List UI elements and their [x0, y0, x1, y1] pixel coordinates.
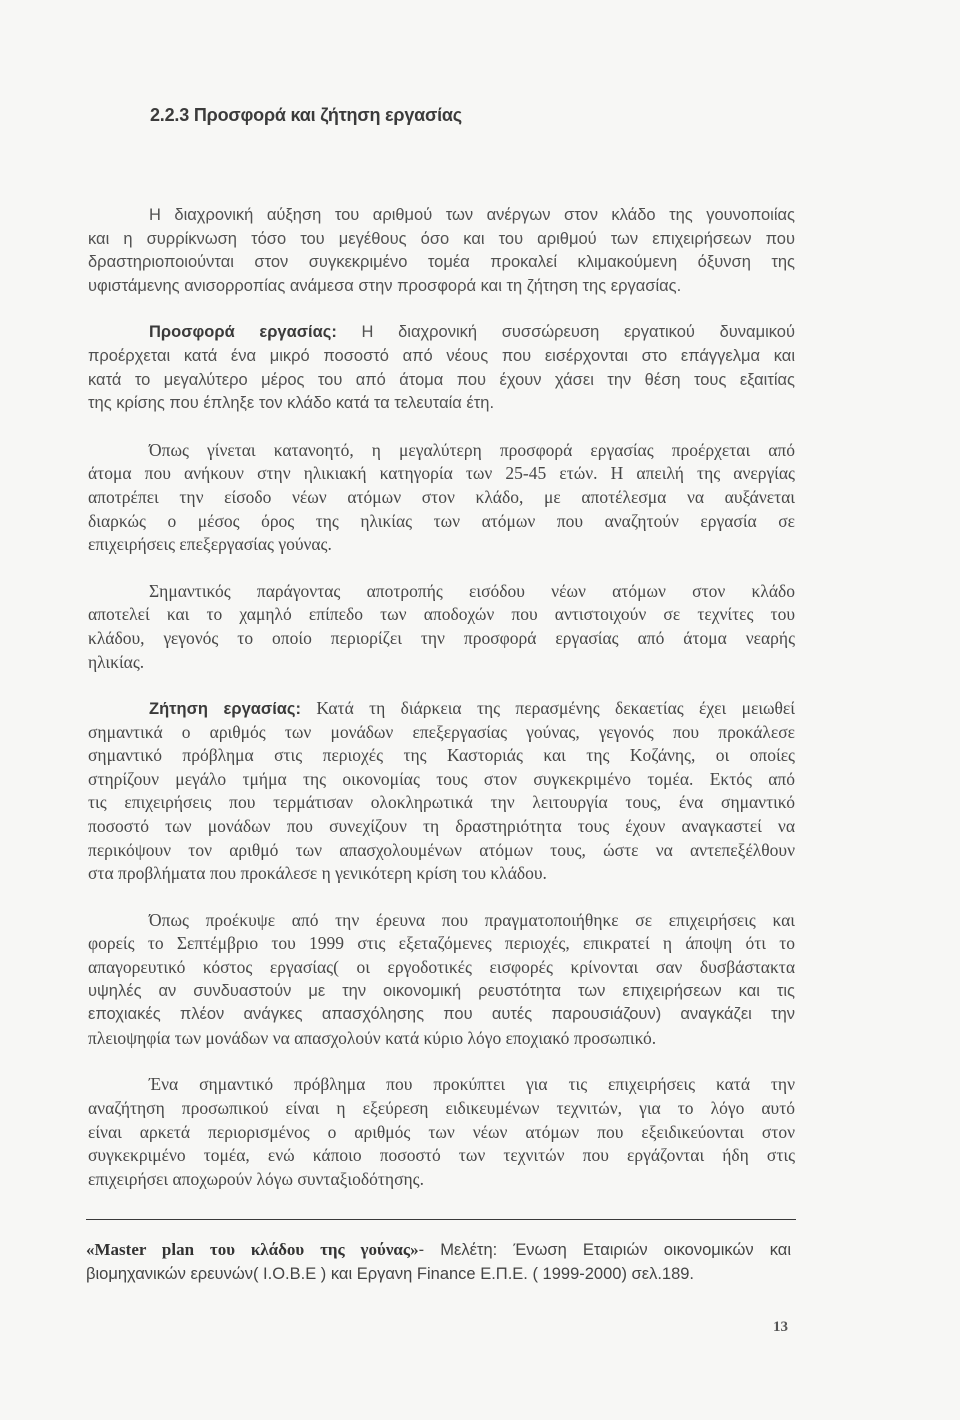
paragraph-line: είναι αρκετά περιορισμένος ο αριθμός των νέων ατόμων που εξειδικεύονται στον [88, 1121, 795, 1142]
paragraph [88, 1073, 795, 1191]
paragraph-line-text: Κατά τη διάρκεια της περασμένης δεκαετίας έχει μειωθεί [316, 698, 795, 719]
paragraph-line: αποτελεί και το χαμηλό επίπεδο των αποδοχών που αντιστοιχούν σε τεχνίτες του [88, 604, 795, 625]
paragraph-line: διαρκώς ο μέσος όρος της ηλικίας των ατόμων που αναζητούν εργασία σε [88, 510, 795, 531]
paragraph-line: και η συρρίκνωση τόσο του μεγέθους όσο και του αριθμού των επιχειρήσεων που [88, 229, 795, 248]
footnote-line-text: - Μελέτη: Ένωση Εταιριών οικονομικών και [418, 1241, 791, 1259]
paragraph-labor-demand [88, 697, 795, 886]
paragraph-line: επιχειρήσει αποχωρούν λόγω συνταξιοδότησης. [88, 1168, 424, 1189]
paragraph [88, 909, 795, 1051]
paragraph-line: της κρίσης που έπληξε τον κλάδο κατά τα τελευταία έτη. [88, 394, 495, 413]
paragraph-line: περικόψουν τον αριθμό των απασχολουμένων ατόμων τους, ώστε να αντεπεξέλθουν [88, 839, 795, 860]
paragraph-line: κλάδου, γεγονός το οποίο περιορίζει την προσφορά εργασίας από άτομα νεαρής [88, 627, 795, 648]
paragraph-line: απαγορευτικό κόστος εργασίας( οι εργοδοτικές εισφορές κρίνονται σαν δυσβάστακτα [88, 957, 795, 978]
footnote-rule [86, 1219, 796, 1220]
section-heading: 2.2.3 Προσφορά και ζήτηση εργασίας [150, 105, 462, 125]
paragraph-line: σημαντικό πρόβλημα στις περιοχές της Καστοριάς και της Κοζάνης, οι οποίες [88, 745, 795, 766]
page-number: 13 [773, 1319, 788, 1335]
paragraph-label: Ζήτηση εργασίας: [149, 700, 301, 719]
paragraph-line: φορείς το Σεπτέμβριο του 1999 στις εξεταζόμενες περιοχές, επικρατεί η άποψη ότι το [88, 933, 795, 954]
paragraph-labor-supply [88, 321, 795, 415]
paragraph-line: αναζήτηση προσωπικού είναι η εξεύρεση ειδικευμένων τεχνιτών, για το λόγο αυτό [88, 1098, 795, 1118]
paragraph-line: στηρίζουν μεγάλο τμήμα της οικονομίας τους στον συγκεκριμένο τομέα. Εκτός από [88, 768, 795, 789]
footnote-title: «Master plan του κλάδου της γούνας» [86, 1240, 419, 1259]
paragraph-line: αποτρέπει την είσοδο νέων ατόμων στον κλάδο, με αποτέλεσμα να αυξάνεται [88, 486, 795, 507]
paragraph [88, 580, 795, 674]
paragraph-line [88, 321, 795, 345]
paragraph-line: υψηλές αν συνδυαστούν με την οικονομική ρευστότητα των επιχειρήσεων και τις [88, 981, 795, 1000]
body-text [88, 204, 795, 1191]
paragraph-line: Σημαντικός παράγοντας αποτροπής εισόδου νέων ατόμων στον κλάδο [149, 580, 795, 601]
paragraph-line-text: Η διαχρονική συσσώρευση εργατικού δυναμικού [361, 323, 795, 342]
footnote [86, 1238, 791, 1286]
paragraph [88, 204, 795, 298]
paragraph-line: εποχιακές πλέον ανάγκες απασχόλησης που αυτές παρουσιάζουν) αναγκάζει την [88, 1005, 795, 1024]
paragraph-line: κατά το μεγαλύτερο μέρος του από άτομα που έχουν χάσει την θέση τους εξαιτίας [88, 370, 795, 389]
paragraph-line: Όπως γίνεται κατανοητό, η μεγαλύτερη προσφορά εργασίας προέρχεται από [149, 439, 795, 460]
paragraph-line: στα προβλήματα που προκάλεσε η γενικότερη κρίση του κλάδου. [88, 863, 547, 884]
paragraph-line: προέρχεται κατά ένα μικρό ποσοστό από νέους που εισέρχονται στο επάγγελμα και [88, 346, 795, 365]
paragraph-line: πλειοψηφία των μονάδων να απασχολούν κατά κύριο λόγο εποχιακό προσωπικό. [88, 1027, 657, 1048]
paragraph [88, 439, 795, 557]
paragraph-line: άτομα που ανήκουν στην ηλικιακή κατηγορία των 25-45 ετών. Η απειλή της ανεργίας [88, 463, 795, 484]
footnote-line: βιομηχανικών ερευνών( Ι.Ο.Β.Ε ) και Εργανη Finance Ε.Π.Ε. ( 1999-2000) σελ.189. [86, 1265, 695, 1283]
paragraph-line: ποσοστό των μονάδων που συνεχίζουν τη δραστηριότητα τους έχουν αναγκαστεί να [88, 816, 795, 837]
paragraph-line [88, 697, 795, 721]
paragraph-line: επιχειρήσεις επεξεργασίας γούνας. [88, 534, 332, 555]
paragraph-line: Όπως προέκυψε από την έρευνα που πραγματοποιήθηκε σε επιχειρήσεις και [149, 909, 795, 930]
paragraph-line: δραστηριοποιούνται στον συγκεκριμένο τομέα προκαλεί κλιμακούμενη όξυνση της [88, 253, 795, 272]
paragraph-line: συγκεκριμένο τομέα, ενώ κάποιο ποσοστό των τεχνιτών που εργάζονται ήδη στις [88, 1145, 795, 1166]
paragraph-line: ηλικίας. [88, 651, 145, 672]
paragraph-line: υφιστάμενης ανισορροπίας ανάμεσα στην προσφορά και τη ζήτηση της εργασίας. [88, 276, 682, 295]
paragraph-line: σημαντικά ο αριθμός των μονάδων επεξεργασίας γούνας, γεγονός που προκάλεσε [88, 721, 795, 742]
paragraph-line: Η διαχρονική αύξηση του αριθμού των ανέργων στον κλάδο της γουνοποιίας [149, 206, 795, 224]
footnote-line [86, 1238, 791, 1262]
paragraph-line: Ένα σημαντικό πρόβλημα που προκύπτει για τις επιχειρήσεις κατά την [149, 1074, 795, 1095]
paragraph-line: τις επιχειρήσεις που τερμάτισαν ολοκληρωτικά την λειτουργία τους, ένα σημαντικό [88, 792, 795, 813]
paragraph-label: Προσφορά εργασίας: [149, 323, 337, 342]
